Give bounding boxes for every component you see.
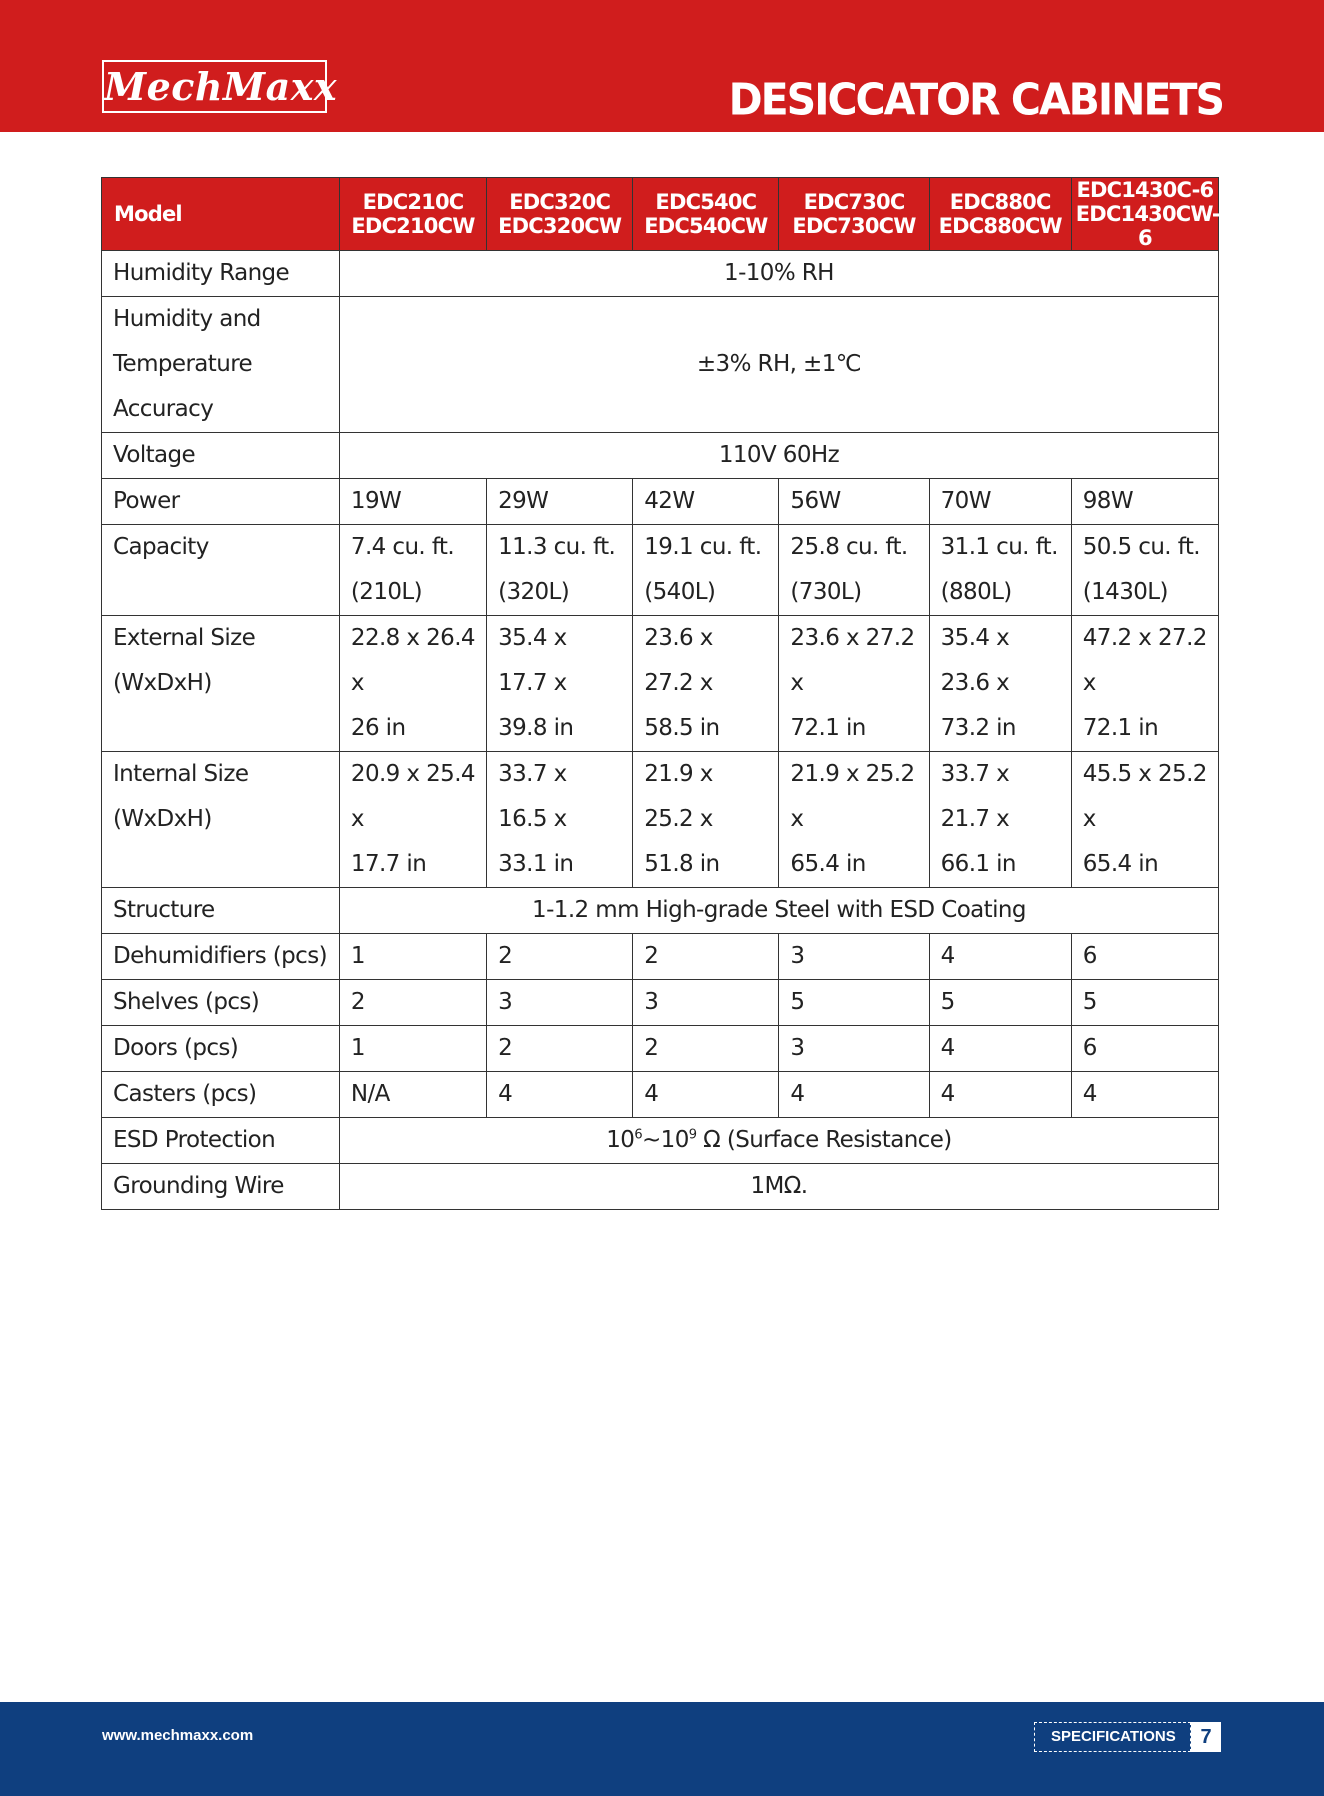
cell-value: 6: [1071, 1026, 1218, 1072]
page-title: DESICCATOR CABINETS: [728, 74, 1223, 126]
row-label: Structure: [102, 888, 340, 934]
cell-line: 66.1 in: [940, 851, 1016, 877]
cell-line: 72.1 in: [790, 715, 866, 741]
row-label: Voltage: [102, 433, 340, 479]
table-row-grounding: [102, 1164, 1219, 1210]
page-number: 7: [1191, 1722, 1221, 1752]
cell-line: (880L): [940, 579, 1012, 605]
esd-exponent: 9: [688, 1127, 697, 1143]
cell-line: 47.2 x 27.2 x: [1082, 625, 1207, 696]
model-name: EDC730CW: [792, 214, 916, 238]
model-name: EDC540CW: [644, 214, 768, 238]
row-label-line: Temperature Accuracy: [113, 351, 253, 422]
cell-line: 25.8 cu. ft.: [790, 534, 908, 560]
cell-line: 31.1 cu. ft.: [940, 534, 1058, 560]
esd-base: 10: [606, 1127, 635, 1153]
table-row-shelves: [102, 980, 1219, 1026]
row-label: Casters (pcs): [102, 1072, 340, 1118]
row-label: Grounding Wire: [102, 1164, 340, 1210]
cell-line: 45.5 x 25.2 x: [1082, 761, 1207, 832]
mechmaxx-logo: MechMaxx: [102, 60, 327, 113]
cell-value: 4: [487, 1072, 633, 1118]
row-label: [102, 297, 340, 433]
cell-line: 35.4 x 23.6 x: [940, 625, 1010, 696]
cell-line: (320L): [498, 579, 570, 605]
table-row-casters: [102, 1072, 1219, 1118]
cell-line: 26 in: [350, 715, 406, 741]
cell-value: [633, 616, 779, 752]
model-name: EDC320C: [509, 190, 611, 214]
cell-value: 29W: [487, 479, 633, 525]
cell-value: 3: [779, 1026, 929, 1072]
header-bar: [0, 0, 1324, 132]
model-name: EDC880C: [949, 190, 1051, 214]
cell-value: 2: [633, 934, 779, 980]
website-url: www.mechmaxx.com: [102, 1727, 254, 1744]
esd-separator: ~10: [642, 1127, 689, 1153]
cell-value: [779, 525, 929, 616]
cell-value: [487, 616, 633, 752]
model-name: EDC540C: [655, 190, 757, 214]
model-name: EDC320CW: [498, 214, 622, 238]
cell-line: 23.6 x 27.2 x: [790, 625, 915, 696]
cell-line: 35.4 x 17.7 x: [498, 625, 567, 696]
cell-value: 56W: [779, 479, 929, 525]
cell-line: 22.8 x 26.4 x: [350, 625, 475, 696]
cell-value: [487, 752, 633, 888]
cell-value: 5: [1071, 980, 1218, 1026]
cell-value: [1071, 616, 1218, 752]
model-name: EDC1430CW-6: [1075, 202, 1220, 250]
esd-exponent: 6: [634, 1127, 642, 1143]
cell-value: 98W: [1071, 479, 1218, 525]
cell-value: [487, 525, 633, 616]
cell-line: 21.9 x 25.2 x: [790, 761, 915, 832]
cell-value: 42W: [633, 479, 779, 525]
table-row-accuracy: [102, 297, 1219, 433]
cell-value: 4: [633, 1072, 779, 1118]
cell-value: 5: [929, 980, 1071, 1026]
cell-value: 1MΩ.: [339, 1164, 1218, 1210]
model-header-cell: [1071, 178, 1218, 251]
cell-line: (1430L): [1082, 579, 1168, 605]
cell-line: (730L): [790, 579, 862, 605]
model-header-cell: [633, 178, 779, 251]
cell-line: 72.1 in: [1082, 715, 1159, 741]
model-header-cell: [487, 178, 633, 251]
cell-line: 73.2 in: [940, 715, 1016, 741]
cell-value: 19W: [339, 479, 486, 525]
cell-value: 3: [779, 934, 929, 980]
table-row-esd: [102, 1118, 1219, 1164]
cell-value: [633, 752, 779, 888]
cell-value: 2: [339, 980, 486, 1026]
row-label: Doors (pcs): [102, 1026, 340, 1072]
cell-line: 20.9 x 25.4 x: [350, 761, 475, 832]
row-label: Dehumidifiers (pcs): [102, 934, 340, 980]
cell-value: 4: [929, 1072, 1071, 1118]
cell-value: 3: [633, 980, 779, 1026]
table-row-doors: [102, 1026, 1219, 1072]
row-label: External Size (WxDxH): [102, 616, 340, 752]
row-label: Humidity Range: [102, 251, 340, 297]
model-header: Model: [102, 178, 340, 251]
table-row-humidity-range: [102, 251, 1219, 297]
cell-value: 4: [929, 934, 1071, 980]
cell-value: [339, 1118, 1218, 1164]
table-row-structure: [102, 888, 1219, 934]
cell-value: 110V 60Hz: [339, 433, 1218, 479]
model-name: EDC880CW: [938, 214, 1062, 238]
cell-value: [779, 616, 929, 752]
cell-line: 65.4 in: [1082, 851, 1159, 877]
cell-value: 3: [487, 980, 633, 1026]
cell-line: 33.7 x 21.7 x: [940, 761, 1010, 832]
spec-table: [101, 177, 1219, 1210]
cell-line: 21.9 x 25.2 x: [644, 761, 713, 832]
cell-line: 33.1 in: [498, 851, 574, 877]
cell-line: 51.8 in: [644, 851, 720, 877]
cell-value: 2: [633, 1026, 779, 1072]
row-label: Internal Size (WxDxH): [102, 752, 340, 888]
model-header-cell: [929, 178, 1071, 251]
cell-line: 7.4 cu. ft.: [350, 534, 455, 560]
cell-value: [929, 616, 1071, 752]
cell-line: 58.5 in: [644, 715, 720, 741]
cell-line: (540L): [644, 579, 716, 605]
cell-value: [339, 752, 486, 888]
cell-value: [633, 525, 779, 616]
cell-value: 1-1.2 mm High-grade Steel with ESD Coating: [339, 888, 1218, 934]
model-name: EDC210C: [362, 190, 464, 214]
row-label-line: Humidity and: [113, 306, 261, 332]
esd-rest: Ω (Surface Resistance): [696, 1127, 952, 1153]
cell-line: 11.3 cu. ft.: [498, 534, 616, 560]
row-label: Power: [102, 479, 340, 525]
row-label: Capacity: [102, 525, 340, 616]
table-row-voltage: [102, 433, 1219, 479]
table-row-power: [102, 479, 1219, 525]
row-label: Shelves (pcs): [102, 980, 340, 1026]
cell-value: ±3% RH, ±1℃: [339, 297, 1218, 433]
cell-value: 1: [339, 934, 486, 980]
cell-value: [1071, 752, 1218, 888]
cell-value: 2: [487, 1026, 633, 1072]
cell-value: [339, 525, 486, 616]
cell-value: N/A: [339, 1072, 486, 1118]
cell-value: 1: [339, 1026, 486, 1072]
row-label: ESD Protection: [102, 1118, 340, 1164]
model-header-cell: [779, 178, 929, 251]
cell-value: [929, 525, 1071, 616]
cell-line: 65.4 in: [790, 851, 866, 877]
model-name: EDC1430C-6: [1076, 178, 1214, 202]
cell-line: 19.1 cu. ft.: [644, 534, 762, 560]
cell-line: 23.6 x 27.2 x: [644, 625, 713, 696]
model-header-cell: [339, 178, 486, 251]
model-name: EDC210CW: [351, 214, 475, 238]
cell-value: [929, 752, 1071, 888]
table-header-row: [102, 178, 1219, 251]
table-row-dehumidifiers: [102, 934, 1219, 980]
cell-value: 6: [1071, 934, 1218, 980]
cell-value: 4: [779, 1072, 929, 1118]
cell-value: 4: [1071, 1072, 1218, 1118]
model-name: EDC730C: [803, 190, 905, 214]
table-row-internal-size: [102, 752, 1219, 888]
cell-line: 33.7 x 16.5 x: [498, 761, 567, 832]
cell-line: 17.7 in: [350, 851, 427, 877]
cell-value: 1-10% RH: [339, 251, 1218, 297]
cell-line: 39.8 in: [498, 715, 574, 741]
cell-value: 2: [487, 934, 633, 980]
cell-value: [339, 616, 486, 752]
cell-value: 70W: [929, 479, 1071, 525]
cell-value: [779, 752, 929, 888]
cell-line: 50.5 cu. ft.: [1082, 534, 1200, 560]
cell-value: 4: [929, 1026, 1071, 1072]
cell-value: [1071, 525, 1218, 616]
table-row-external-size: [102, 616, 1219, 752]
table-row-capacity: [102, 525, 1219, 616]
cell-line: (210L): [350, 579, 422, 605]
section-badge: SPECIFICATIONS: [1034, 1722, 1191, 1752]
cell-value: 5: [779, 980, 929, 1026]
